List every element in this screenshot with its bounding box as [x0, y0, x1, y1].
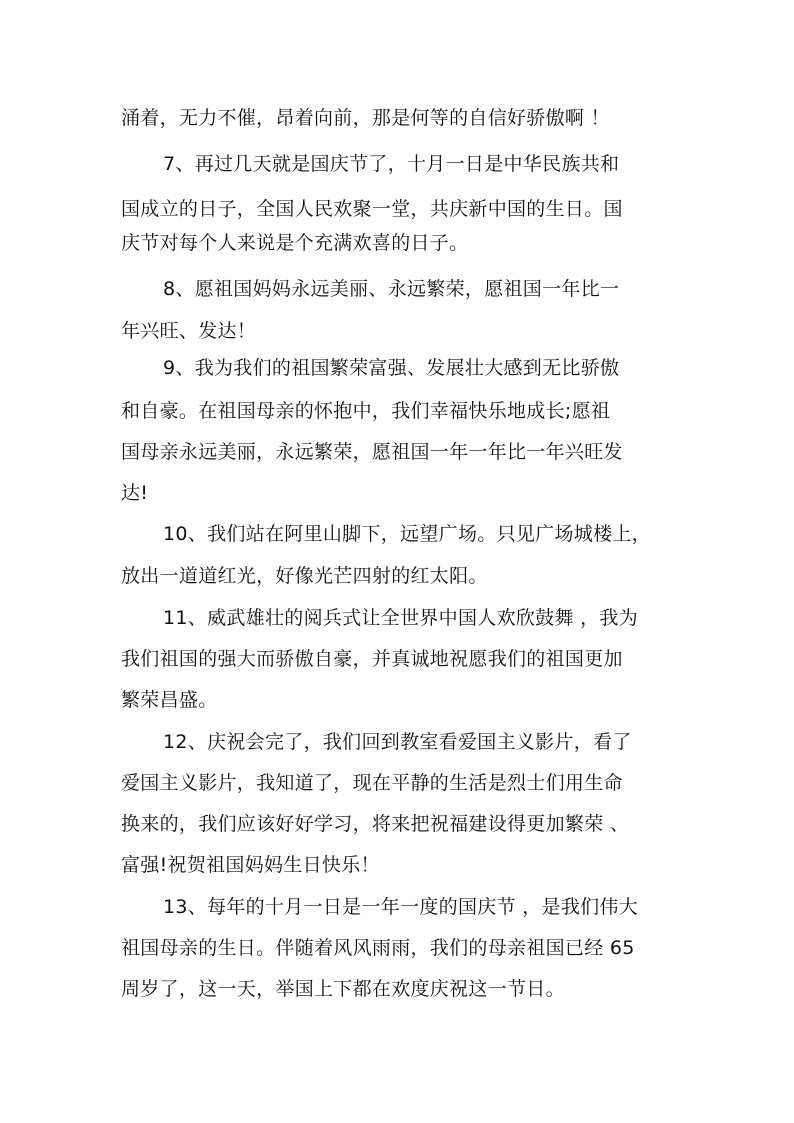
text-line: 涌着，无力不催，昂着向前，那是何等的自信好骄傲啊 ！	[121, 107, 610, 129]
text-line: 爱国主义影片，我知道了，现在平静的生活是烈士们用生命	[121, 772, 623, 794]
text-line: 换来的，我们应该好好学习，将来把祝福建设得更加繁荣 、	[121, 813, 630, 835]
text-line: 我们祖国的强大而骄傲自豪，并真诚地祝愿我们的祖国更加	[121, 648, 623, 670]
text-line: 国成立的日子，全国人民欢聚一堂，共庆新中国的生日。国	[121, 198, 623, 220]
text-line: 国母亲永远美丽，永远繁荣，愿祖国一年一年比一年兴旺发	[121, 441, 623, 463]
text-line: 庆节对每个人来说是个充满欢喜的日子。	[121, 232, 469, 254]
text-line: 13、每年的十月一日是一年一度的国庆节 ，是我们伟大	[163, 896, 639, 918]
text-line: 繁荣昌盛。	[121, 689, 218, 711]
text-line: 富强!祝贺祖国妈妈生日快乐！	[121, 854, 380, 876]
text-line: 和自豪。在祖国母亲的怀抱中，我们幸福快乐地成长;愿祖	[121, 400, 611, 422]
text-line: 10、我们站在阿里山脚下，远望广场。只见广场城楼上，	[163, 523, 651, 545]
text-line: 年兴旺、发达！	[121, 320, 257, 342]
text-line: 11、威武雄壮的阅兵式让全世界中国人欢欣鼓舞 ，我为	[163, 607, 639, 629]
text-line: 达!	[121, 482, 149, 504]
text-line: 祖国母亲的生日。伴随着风风雨雨，我们的母亲祖国已经 65	[121, 937, 635, 959]
text-line: 9、我为我们的祖国繁荣富强、发展壮大感到无比骄傲	[163, 357, 620, 379]
text-line: 放出一道道红光，好像光芒四射的红太阳。	[121, 565, 488, 587]
text-line: 7、再过几天就是国庆节了，十月一日是中华民族共和	[163, 153, 620, 175]
text-line: 周岁了，这一天，举国上下都在欢度庆祝这一节日。	[121, 978, 565, 1000]
text-line: 8、愿祖国妈妈永远美丽、永远繁荣，愿祖国一年比一	[163, 278, 620, 300]
text-line: 12、庆祝会完了，我们回到教室看爱国主义影片，看了	[163, 731, 632, 753]
